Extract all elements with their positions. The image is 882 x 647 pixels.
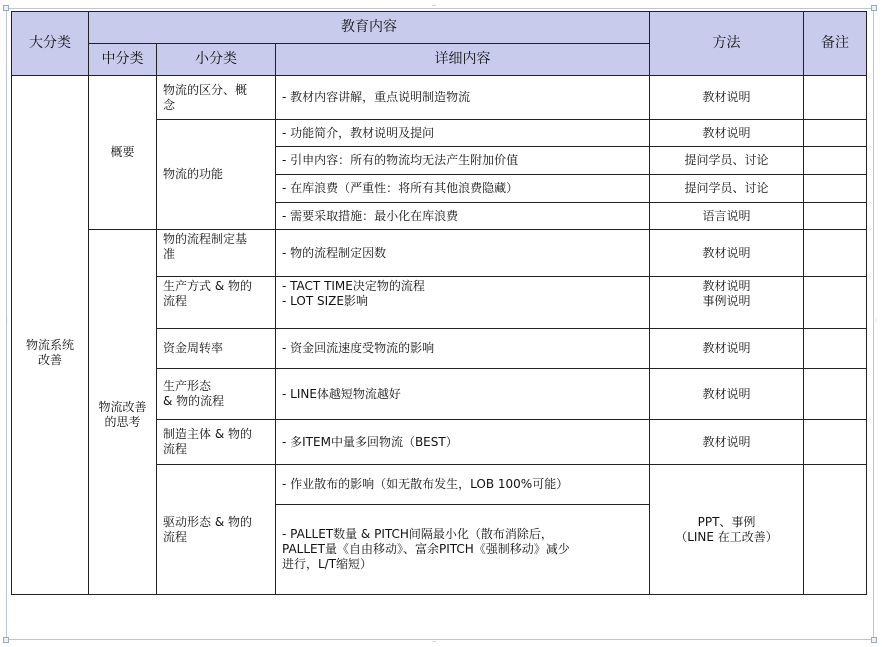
header-minor-category: 小分类	[157, 44, 276, 76]
minor-category-cell: 物的流程制定基 准	[157, 230, 276, 277]
education-content-table	[11, 11, 867, 595]
minor-category-cell: 制造主体 & 物的 流程	[157, 420, 276, 465]
remark-cell	[804, 230, 867, 277]
header-major-category: 大分类	[12, 12, 89, 76]
header-method: 方法	[650, 12, 804, 76]
detail-cell: - PALLET数量 & PITCH间隔最小化（散布消除后， PALLET量《自由移动》、富余PITCH《强制移动》减少 进行，L/T缩短）	[276, 505, 650, 595]
method-cell: 教材说明	[650, 120, 804, 147]
detail-cell: - LINE体越短物流越好	[276, 369, 650, 420]
detail-cell: - 功能简介，教材说明及提问	[276, 120, 650, 147]
remark-cell	[804, 369, 867, 420]
resize-grip-top[interactable]: ····	[432, 3, 436, 10]
detail-cell: - 作业散布的影响（如无散布发生，LOB 100%可能）	[276, 465, 650, 505]
method-cell: 提问学员、讨论	[650, 147, 804, 175]
middle-category-overview: 概要	[89, 76, 157, 230]
resize-handle-bottom-left[interactable]	[3, 637, 9, 643]
remark-cell	[804, 76, 867, 120]
detail-cell: - 在库浪费（严重性：将所有其他浪费隐藏）	[276, 175, 650, 203]
minor-category-cell: 物流的区分、概 念	[157, 76, 276, 120]
method-cell: 教材说明	[650, 369, 804, 420]
remark-cell	[804, 147, 867, 175]
minor-category-cell: 生产方式 & 物的 流程	[157, 277, 276, 329]
header-detail: 详细内容	[276, 44, 650, 76]
remark-cell	[804, 329, 867, 369]
remark-cell	[804, 120, 867, 147]
method-cell: 教材说明	[650, 329, 804, 369]
header-education-content: 教育内容	[89, 12, 650, 44]
method-cell: 语言说明	[650, 203, 804, 230]
resize-handle-top-left[interactable]	[3, 5, 9, 11]
resize-handle-bottom-right[interactable]	[871, 637, 877, 643]
detail-cell: - 多ITEM中量多回物流（BEST）	[276, 420, 650, 465]
resize-grip-right[interactable]: ⋮	[873, 317, 878, 324]
detail-cell: - 物的流程制定因数	[276, 230, 650, 277]
middle-category-improvement: 物流改善 的思考	[89, 230, 157, 595]
detail-cell: - 资金回流速度受物流的影响	[276, 329, 650, 369]
remark-cell	[804, 203, 867, 230]
resize-grip-left[interactable]: ⋮	[4, 317, 9, 324]
remark-cell	[804, 175, 867, 203]
method-cell: 教材说明	[650, 76, 804, 120]
major-category-cell: 物流系统 改善	[12, 76, 89, 595]
detail-cell: - 引申内容：所有的物流均无法产生附加价值	[276, 147, 650, 175]
remark-cell	[804, 420, 867, 465]
header-remark: 备注	[804, 12, 867, 76]
detail-cell: - 教材内容讲解，重点说明制造物流	[276, 76, 650, 120]
remark-cell	[804, 465, 867, 595]
minor-category-cell: 资金周转率	[157, 329, 276, 369]
method-cell: 教材说明	[650, 420, 804, 465]
header-middle-category: 中分类	[89, 44, 157, 76]
detail-cell: - TACT TIME决定物的流程 - LOT SIZE影响	[276, 277, 650, 329]
method-cell: 教材说明	[650, 230, 804, 277]
minor-category-cell: 驱动形态 & 物的 流程	[157, 465, 276, 595]
minor-category-cell: 物流的功能	[157, 120, 276, 230]
detail-cell: - 需要采取措施：最小化在库浪费	[276, 203, 650, 230]
remark-cell	[804, 277, 867, 329]
method-cell: PPT、事例 （LINE 在工改善）	[650, 465, 804, 595]
resize-handle-top-right[interactable]	[871, 5, 877, 11]
resize-grip-bottom[interactable]: ····	[432, 639, 436, 646]
method-cell: 提问学员、讨论	[650, 175, 804, 203]
method-cell: 教材说明 事例说明	[650, 277, 804, 329]
minor-category-cell: 生产形态 & 物的流程	[157, 369, 276, 420]
